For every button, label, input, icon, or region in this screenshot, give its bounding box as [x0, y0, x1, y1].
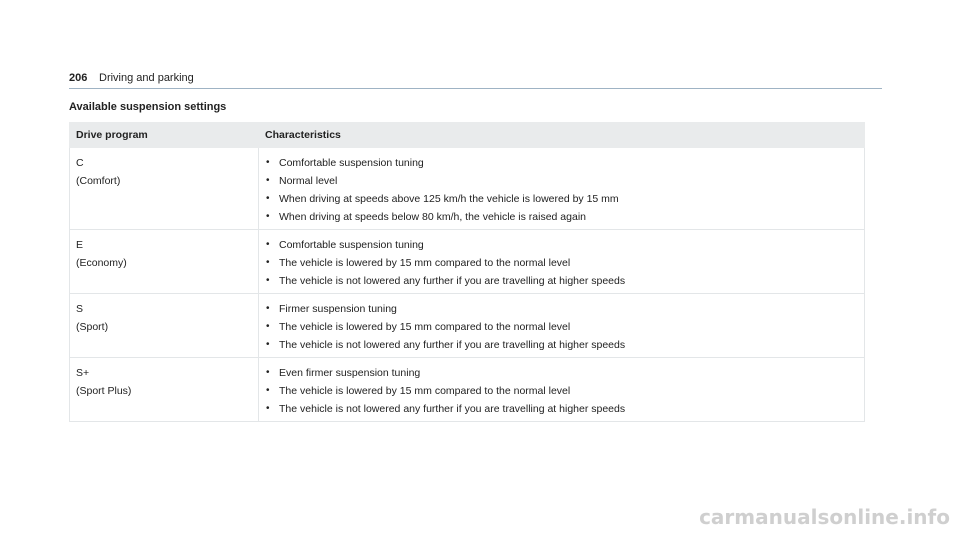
bullet-icon: •: [266, 303, 270, 314]
list-item-text: Even firmer suspension tuning: [279, 367, 421, 379]
drive-program-cell: [70, 358, 259, 422]
characteristics-cell: [259, 148, 865, 230]
program-code: S: [76, 303, 84, 315]
table-row: [70, 148, 865, 230]
drive-program-cell: [70, 294, 259, 358]
characteristics-cell: [259, 294, 865, 358]
drive-program-cell: [70, 148, 259, 230]
list-item-text: The vehicle is lowered by 15 mm compared to the normal level: [279, 385, 571, 397]
bullet-icon: •: [266, 157, 270, 168]
list-item: [265, 336, 864, 354]
table-row: [70, 294, 865, 358]
list-item: [265, 236, 864, 254]
table-row: [70, 230, 865, 294]
characteristics-list: [265, 300, 864, 354]
list-item-text: Normal level: [279, 175, 338, 187]
characteristics-list: [265, 364, 864, 418]
list-item-text: The vehicle is not lowered any further if you are travelling at higher speeds: [279, 275, 626, 287]
table-title: Available suspension settings: [69, 101, 227, 113]
program-name: (Economy): [76, 257, 127, 269]
list-item: [265, 208, 864, 226]
list-item: [265, 300, 864, 318]
list-item-text: Comfortable suspension tuning: [279, 239, 424, 251]
list-item-text: When driving at speeds below 80 km/h, the vehicle is raised again: [279, 211, 587, 223]
list-item-text: The vehicle is not lowered any further if you are travelling at higher speeds: [279, 403, 626, 415]
characteristics-list: [265, 154, 864, 226]
list-item: [265, 172, 864, 190]
bullet-icon: •: [266, 193, 270, 204]
list-item: [265, 364, 864, 382]
list-item: [265, 318, 864, 336]
bullet-icon: •: [266, 321, 270, 332]
header-drive-program: Drive program: [70, 123, 259, 148]
bullet-icon: •: [266, 239, 270, 250]
list-item: [265, 382, 864, 400]
list-item: [265, 254, 864, 272]
program-code: C: [76, 157, 84, 169]
characteristics-list: [265, 236, 864, 290]
bullet-icon: •: [266, 211, 270, 222]
program-code: S+: [76, 367, 90, 379]
bullet-icon: •: [266, 339, 270, 350]
program-name: (Sport Plus): [76, 385, 132, 397]
table-row: [70, 358, 865, 422]
list-item-text: The vehicle is not lowered any further if you are travelling at higher speeds: [279, 339, 626, 351]
list-item-text: Firmer suspension tuning: [279, 303, 397, 315]
page-number: 206: [69, 72, 88, 84]
drive-program-cell: [70, 230, 259, 294]
program-name: (Sport): [76, 321, 109, 333]
watermark: carmanualsonline.info: [699, 505, 950, 529]
bullet-icon: •: [266, 257, 270, 268]
list-item-text: When driving at speeds above 125 km/h the vehicle is lowered by 15 mm: [279, 193, 619, 205]
suspension-settings-table: [69, 122, 865, 422]
list-item: [265, 190, 864, 208]
list-item: [265, 154, 864, 172]
table-header-row: [70, 123, 865, 148]
page-header: [69, 72, 882, 89]
bullet-icon: •: [266, 367, 270, 378]
list-item-text: The vehicle is lowered by 15 mm compared to the normal level: [279, 321, 571, 333]
characteristics-cell: [259, 358, 865, 422]
program-code: E: [76, 239, 84, 251]
list-item: [265, 400, 864, 418]
list-item-text: The vehicle is lowered by 15 mm compared to the normal level: [279, 257, 571, 269]
list-item-text: Comfortable suspension tuning: [279, 157, 424, 169]
bullet-icon: •: [266, 175, 270, 186]
bullet-icon: •: [266, 403, 270, 414]
header-characteristics: Characteristics: [259, 123, 865, 148]
list-item: [265, 272, 864, 290]
bullet-icon: •: [266, 385, 270, 396]
program-name: (Comfort): [76, 175, 121, 187]
section-title: Driving and parking: [99, 72, 194, 84]
bullet-icon: •: [266, 275, 270, 286]
characteristics-cell: [259, 230, 865, 294]
